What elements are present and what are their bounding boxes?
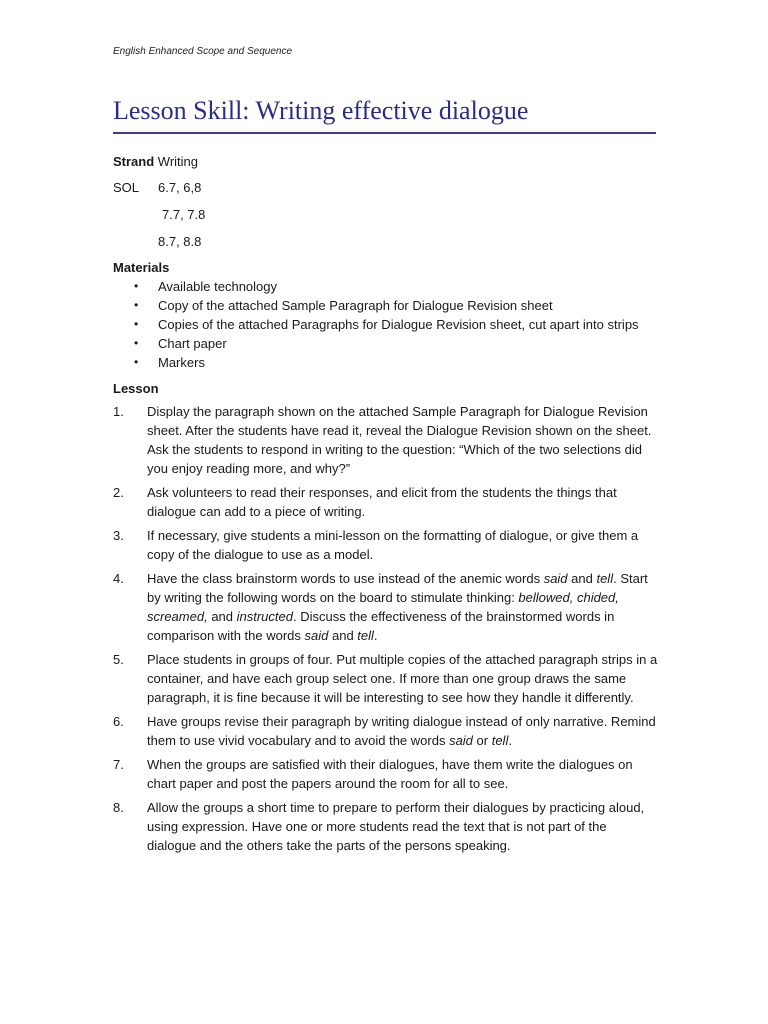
strand-line [113,152,658,171]
step-text-run: . [373,628,378,643]
step-text-emphasis: tell [491,733,509,748]
step-text-run: Place students in groups of four. Put multiple copies of the attached paragraph strips in a container, and have each group select one. If more than one group draws the same paragraph, it is fine because it will be interesting to see how they handle it differently. [147,652,658,705]
step-text-emphasis: tell [357,628,374,643]
page-title: Lesson Skill: Writing effective dialogue [113,94,656,134]
step-text-emphasis: instructed [236,609,293,624]
bullet-icon: • [134,298,139,312]
step-text-run: Display the paragraph shown on the attached Sample Paragraph for Dialogue Revision sheet. After the students have read it, reveal the Dialogue Revision shown on the sheet. Ask the students to respond in writing to the question: “Which of the two selections did you enjoy reading more, and why?” [147,404,652,476]
bullet-icon: • [134,317,139,331]
step-text-emphasis: said [449,733,473,748]
step-text-run: . [508,733,512,748]
lesson-step [113,712,658,750]
step-text-run: and [328,628,358,643]
step-text [147,714,656,748]
lesson-step [113,483,658,521]
lesson-step [113,569,658,645]
step-text-run: . Start by writing the following words on the board to stimulate thinking: [147,571,648,605]
step-number: 5. [113,652,124,667]
lesson-step [113,402,658,478]
step-text-run: Have the class brainstorm words to use instead of the anemic words [147,571,544,586]
materials-item [113,353,658,372]
step-text-run: If necessary, give students a mini-lesson on the formatting of dialogue, or give them a copy of the dialogue to use as a model. [147,528,639,562]
step-number: 2. [113,485,124,500]
step-text [147,757,633,791]
step-text [147,528,638,562]
step-number: 8. [113,800,124,815]
step-text-emphasis: said [304,628,329,643]
sol-label: SOL [113,180,140,195]
step-text-run: and [207,609,237,624]
step-text-run: Have groups revise their paragraph by writing dialogue instead of only narrative. Remind them to use vivid vocabulary and to avoid the words [147,714,656,748]
step-text-run: When the groups are satisfied with their dialogues, have them write the dialogues on chart paper and post the papers around the room for all to see. [147,757,633,791]
sol-value: 7.7, 7.8 [162,207,206,222]
materials-item [113,334,658,353]
running-header: English Enhanced Scope and Sequence [113,46,293,57]
step-text-run: Ask volunteers to read their responses, and elicit from the students the things that dialogue can add to a piece of writing. [147,485,617,519]
lesson-step [113,526,658,564]
bullet-icon: • [134,279,139,293]
lesson-step [113,798,658,855]
step-text-run: . Discuss the effectiveness of the brainstormed words in comparison with the words [147,609,615,643]
step-text-run: Allow the groups a short time to prepare to perform their dialogues by practicing aloud, using expression. Have one or more students read the text that is not part of the dialogue and the others take the parts of the persons speaking. [147,800,645,853]
bullet-icon: • [134,355,139,369]
step-text [147,485,617,519]
sol-value: 8.7, 8.8 [158,234,202,249]
lesson-step [113,755,658,793]
materials-item [113,277,658,296]
step-number: 3. [113,528,124,543]
document-body [113,152,658,860]
materials-item [113,315,658,334]
materials-item-text: Copy of the attached Sample Paragraph for Dialogue Revision sheet [158,298,553,313]
strand-label: Strand [113,154,155,169]
step-text [147,652,657,705]
materials-item-text: Copies of the attached Paragraphs for Dialogue Revision sheet, cut apart into strips [158,317,639,332]
step-number: 4. [113,571,124,586]
step-text-run: and [567,571,597,586]
materials-item-text: Available technology [158,279,278,294]
sol-value: 6.7, 6,8 [158,180,202,195]
sol-line [113,178,658,198]
materials-item-text: Chart paper [158,336,227,351]
lesson-steps-list [113,402,658,855]
bullet-icon: • [134,336,139,350]
step-text [147,571,648,643]
step-text [147,404,651,476]
step-text-emphasis: bellowed, chided, screamed, [147,590,619,624]
materials-item-text: Markers [158,355,205,370]
materials-list [113,277,658,372]
lesson-step [113,650,658,707]
strand-value: Writing [157,154,199,169]
materials-heading: Materials [113,260,170,275]
step-text [147,800,644,853]
step-number: 1. [113,404,124,419]
step-text-run: or [472,733,492,748]
lesson-heading: Lesson [113,381,159,396]
step-number: 7. [113,757,124,772]
materials-item [113,296,658,315]
step-text-emphasis: tell [596,571,614,586]
step-text-emphasis: said [543,571,568,586]
step-number: 6. [113,714,124,729]
